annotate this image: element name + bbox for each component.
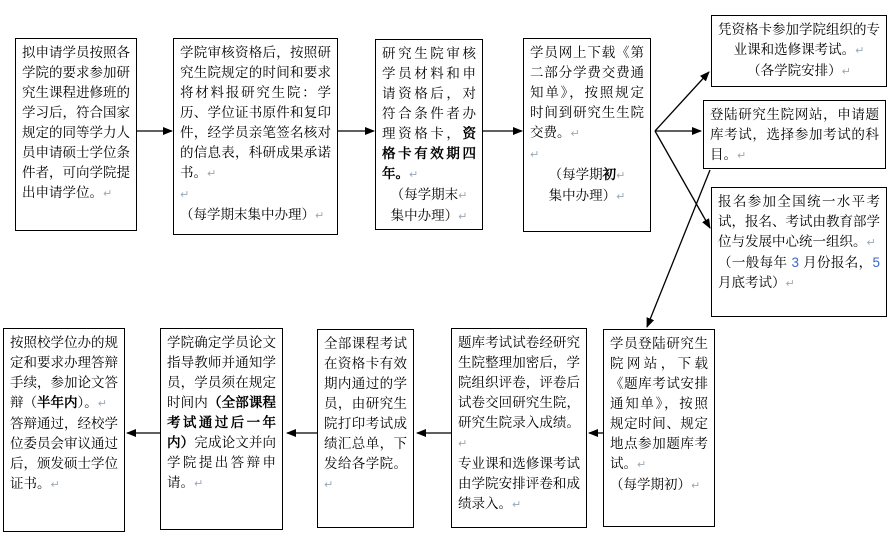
paragraph-mark: ↵ bbox=[570, 128, 580, 140]
text-segment: 拟申请学员按照各学院的要求参加研究生课程进修班的学习后，符合国家规定的同等学力人员申请硕士学位条件者，可向学院提出申请学位。 bbox=[22, 45, 130, 200]
text-segment: 学院审核资格后，按照研究生院规定的时间和要求将材料报研究生院：学历、学位证书原件和复印件，经学员亲笔签名核对的信息表，科研成果承诺书。 bbox=[180, 45, 331, 180]
text-segment: 全部课程考试在资格卡有效期内通过的学员，由研究生院打印考试成绩汇总单，下发给各学院。 bbox=[324, 336, 407, 471]
box-thesis-defense-degree-award bbox=[3, 328, 125, 532]
box-gradschool-review-qualification-card bbox=[375, 39, 483, 230]
paragraph-mark: ↵ bbox=[194, 478, 204, 490]
text-segment: ）。 bbox=[77, 395, 98, 410]
text-segment: 5 bbox=[872, 255, 880, 270]
flow-box-paragraph bbox=[382, 44, 476, 185]
paragraph-mark: ↵ bbox=[50, 479, 60, 491]
paragraph-mark: ↵ bbox=[530, 149, 540, 161]
flow-box-paragraph bbox=[530, 165, 644, 186]
flow-box-paragraph bbox=[530, 43, 644, 144]
paragraph-mark: ↵ bbox=[512, 499, 522, 511]
paragraph-mark: ↵ bbox=[637, 459, 647, 471]
flow-box-paragraph bbox=[710, 105, 879, 166]
flow-arrow bbox=[655, 72, 709, 131]
flow-box-paragraph bbox=[610, 334, 708, 475]
text-segment: 研究生院审核学员材料和申请资格后，对符合条件者办理资格卡， bbox=[382, 46, 476, 141]
text-segment: 学员登陆研究生院网站，下载《题库考试安排通知单》，按照规定时间、规定地点参加题库考试。 bbox=[610, 336, 708, 471]
paragraph-mark: ↵ bbox=[866, 237, 876, 249]
paragraph-mark: ↵ bbox=[458, 438, 468, 450]
paragraph-mark: ↵ bbox=[691, 480, 701, 492]
paragraph-mark: ↵ bbox=[180, 189, 190, 201]
box-national-level-exam bbox=[711, 187, 887, 317]
paragraph-mark: ↵ bbox=[97, 398, 107, 410]
flow-box-paragraph bbox=[22, 43, 130, 204]
flow-box-paragraph bbox=[458, 333, 580, 454]
text-segment: 按照校学位办的规定和要求办理答辩手续，参加论文答辩（ bbox=[10, 335, 118, 410]
text-segment: 资格卡有效期四年。 bbox=[382, 126, 476, 181]
flow-box-paragraph bbox=[167, 333, 276, 494]
flow-box-paragraph bbox=[10, 414, 118, 495]
flow-box-paragraph bbox=[530, 144, 644, 165]
text-segment: 集中办理） bbox=[390, 208, 459, 223]
paragraph-mark: ↵ bbox=[458, 190, 468, 202]
text-segment: （每学期末集中办理） bbox=[180, 207, 315, 222]
text-segment: 登陆研究生院网站，申请题库考试，选择参加考试的科目。 bbox=[710, 107, 879, 162]
box-print-score-summary bbox=[317, 329, 414, 528]
flow-box-paragraph bbox=[718, 20, 880, 61]
text-segment: 专业课和选修课考试由学院安排评卷和成绩录入。 bbox=[458, 456, 580, 511]
text-segment: （每学期末 bbox=[390, 187, 459, 202]
text-segment: 初 bbox=[602, 167, 617, 182]
text-segment: 学院确定学员论文指导教师并通知学员，学员须在规定时间内 bbox=[167, 335, 276, 410]
text-segment: 报名参加全国统一水平考试，报名、考试由教育部学位与发展中心统一组织。 bbox=[718, 194, 880, 249]
flow-box-paragraph bbox=[324, 334, 407, 495]
text-segment: 凭资格卡参加学院组织的专业课和选修课考试。 bbox=[718, 22, 880, 57]
box-register-question-bank-exam bbox=[703, 100, 886, 169]
text-segment: 题库考试试卷经研究生院整理加密后，学院组织评卷，评卷后试卷交回研究生院，研究生院录入成绩。 bbox=[458, 335, 580, 430]
flow-box-paragraph bbox=[180, 43, 331, 184]
box-college-qualification-review bbox=[173, 38, 338, 235]
text-segment: 月底考试） bbox=[718, 275, 786, 290]
box-download-tuition-notice-pay-fee bbox=[523, 38, 651, 232]
paragraph-mark: ↵ bbox=[324, 479, 334, 491]
text-segment: 3 bbox=[791, 255, 799, 270]
paragraph-mark: ↵ bbox=[737, 150, 747, 162]
text-segment: （一般每年 bbox=[718, 255, 792, 270]
flow-box-paragraph bbox=[180, 205, 331, 226]
paragraph-mark: ↵ bbox=[207, 168, 217, 180]
box-apply-for-degree bbox=[15, 38, 137, 231]
flow-box-paragraph bbox=[610, 475, 708, 496]
text-segment: 完成论文并向学院提出答辩申请。 bbox=[167, 435, 277, 490]
paragraph-mark: ↵ bbox=[855, 45, 865, 57]
text-segment: （全部课程考试通过后一年内） bbox=[167, 395, 277, 450]
flow-box-paragraph bbox=[718, 192, 880, 253]
flow-box-paragraph bbox=[382, 185, 476, 206]
paragraph-mark: ↵ bbox=[315, 210, 325, 222]
box-college-course-exams bbox=[711, 15, 887, 87]
box-take-question-bank-exam bbox=[603, 329, 715, 527]
flow-box-paragraph bbox=[180, 184, 331, 205]
paragraph-mark: ↵ bbox=[103, 188, 113, 200]
paragraph-mark: ↵ bbox=[785, 278, 795, 290]
box-thesis-advisor-defense-application bbox=[160, 328, 283, 530]
box-exam-grading-score-entry bbox=[451, 328, 587, 528]
text-segment: 答辩通过，经校学位委员会审议通过后，颁发硕士学位证书。 bbox=[10, 416, 118, 491]
text-segment: （各学院安排） bbox=[747, 63, 842, 78]
text-segment: 月份报名， bbox=[799, 255, 873, 270]
flow-box-paragraph bbox=[10, 333, 118, 414]
flow-box-paragraph bbox=[458, 454, 580, 515]
text-segment: （每学期 bbox=[548, 167, 603, 182]
text-segment: （每学期初） bbox=[610, 477, 691, 492]
paragraph-mark: ↵ bbox=[616, 170, 626, 182]
paragraph-mark: ↵ bbox=[616, 191, 626, 203]
paragraph-mark: ↵ bbox=[841, 66, 851, 78]
text-segment: 半年内 bbox=[37, 395, 78, 410]
flow-arrow bbox=[647, 170, 710, 327]
flow-box-paragraph bbox=[718, 61, 880, 82]
flow-arrow bbox=[655, 131, 710, 228]
paragraph-mark: ↵ bbox=[409, 169, 419, 181]
flow-box-paragraph bbox=[382, 206, 476, 227]
flow-box-paragraph bbox=[530, 186, 644, 207]
paragraph-mark: ↵ bbox=[458, 211, 468, 223]
text-segment: 学员网上下载《第二部分学费交费通知单》，按照规定时间到研究生生院交费。 bbox=[530, 45, 644, 140]
flow-box-paragraph bbox=[718, 253, 880, 294]
text-segment: 集中办理） bbox=[548, 188, 617, 203]
